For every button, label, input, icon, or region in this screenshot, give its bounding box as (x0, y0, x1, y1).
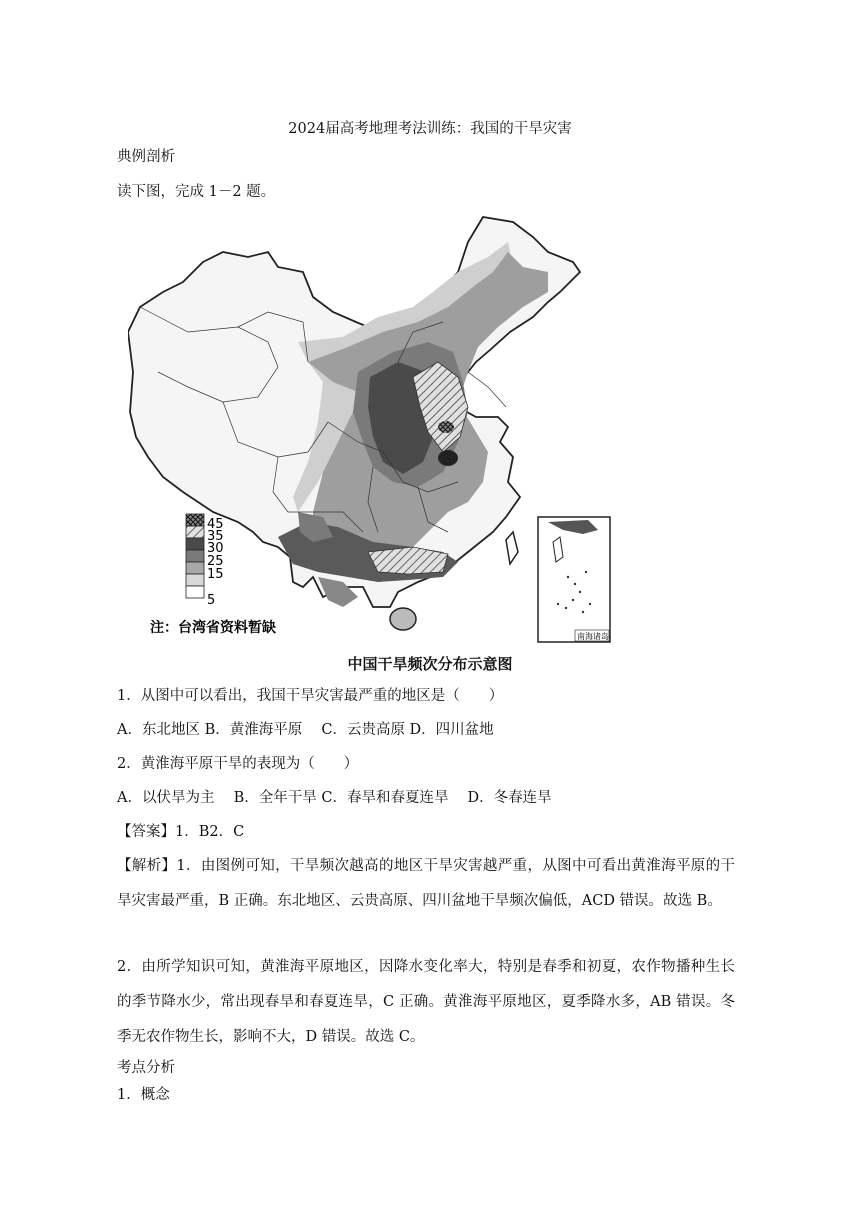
question-1-options: A．东北地区 B．黄淮海平原 C．云贵高原 D．四川盆地 (117, 722, 494, 738)
answer-label: 【答案】 (117, 824, 175, 840)
analysis-label: 【解析】 (117, 858, 177, 874)
drought-frequency-map (128, 212, 613, 648)
analysis-1-text: 1．由图例可知，干旱频次越高的地区干旱灾害越严重，从图中可看出黄淮海平原的干旱灾害最严重，B 正确。东北地区、云贵高原、四川盆地干旱频次偏低，ACD 错误。故选 B。 (117, 858, 736, 909)
legend-label-30: 30 (207, 541, 224, 556)
legend-label-25: 25 (207, 554, 224, 569)
question-2-options: A．以伏旱为主 B．全年干旱 C．春旱和春夏连旱 D．冬春连旱 (117, 790, 552, 806)
map-note: 注：台湾省资料暂缺 (150, 620, 276, 636)
section-heading-key-points: 考点分析 (117, 1060, 175, 1076)
analysis-paragraph-1 (117, 849, 735, 919)
section-heading-examples: 典例剖析 (117, 149, 175, 165)
map-caption: 中国干旱频次分布示意图 (347, 655, 513, 673)
answer-line (117, 822, 244, 842)
map-legend (186, 514, 224, 608)
item-concept: 1．概念 (117, 1087, 170, 1103)
intro-text: 读下图，完成 1－2 题。 (117, 184, 276, 200)
document-title: 2024届高考地理考法训练：我国的干旱灾害 (288, 121, 572, 137)
answer-text: 1．B2．C (175, 824, 245, 840)
analysis-paragraph-2: 2．由所学知识可知，黄淮海平原地区，因降水变化率大，特别是春季和初夏，农作物播种生长的季节降水少，常出现春旱和春夏连旱，C 正确。黄淮海平原地区，夏季降水多，AB 错误。冬季无农作物生长，影响不大，D 错误。故选 C。 (117, 959, 735, 1045)
question-2-stem: 2．黄淮海平原干旱的表现为（ ） (117, 756, 359, 772)
legend-label-5: 5 (207, 593, 216, 608)
south-china-sea-inset (538, 517, 610, 642)
legend-label-45: 45 (207, 517, 224, 532)
question-1-stem: 1．从图中可以看出，我国干旱灾害最严重的地区是（ ） (117, 688, 504, 704)
legend-label-35: 35 (207, 529, 224, 544)
inset-label: 南海诸岛 (577, 632, 609, 641)
legend-label-15: 15 (207, 567, 224, 582)
